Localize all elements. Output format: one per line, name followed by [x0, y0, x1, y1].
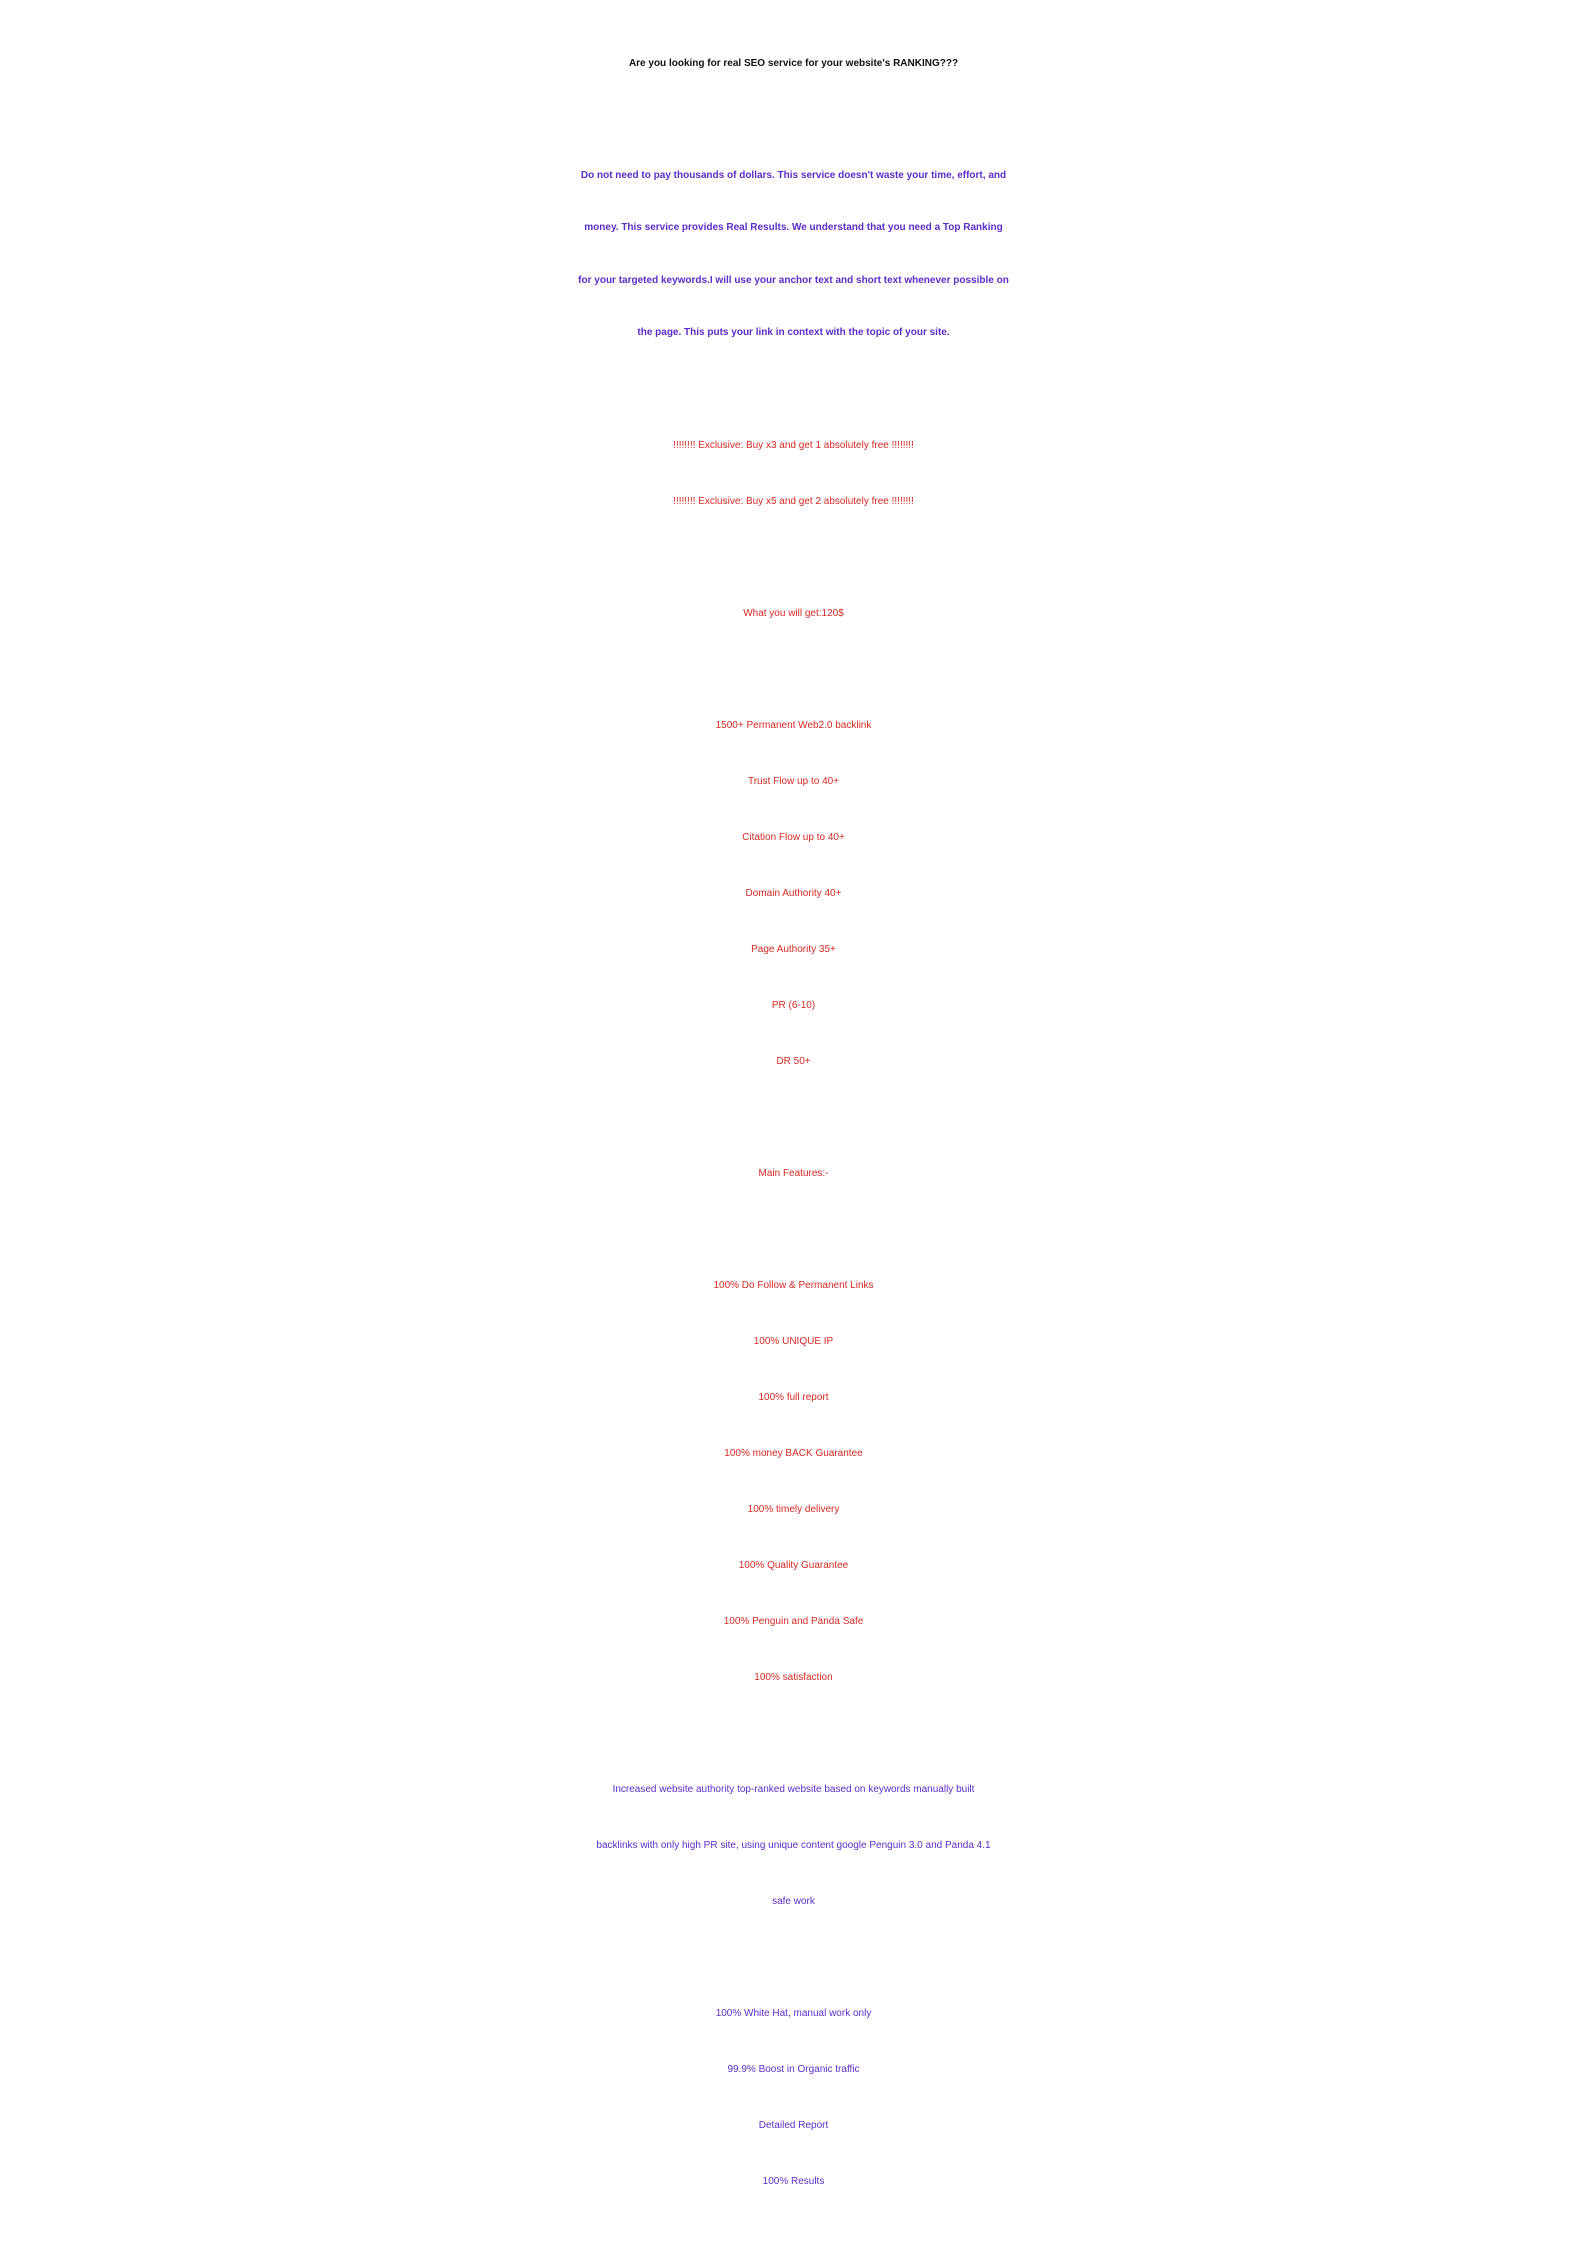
- feature-item: 100% satisfaction: [754, 1672, 833, 1683]
- feature-item: 100% money BACK Guarantee: [724, 1448, 863, 1459]
- closing-item: 99.9% Boost in Organic traffic: [727, 2064, 860, 2075]
- metric-item: Domain Authority 40+: [745, 888, 842, 899]
- feature-item: 100% UNIQUE IP: [753, 1336, 834, 1347]
- metric-item: Trust Flow up to 40+: [747, 776, 840, 787]
- closing-item: 100% White Hat, manual work only: [715, 2008, 872, 2019]
- feature-item: 100% Penguin and Panda Safe: [723, 1616, 864, 1627]
- closing-item: Detailed Report: [758, 2120, 829, 2131]
- features-heading: Main Features:-: [758, 1168, 829, 1179]
- feature-item: 100% Do Follow & Permanent Links: [713, 1280, 874, 1291]
- closing-item: 100% Results: [762, 2176, 825, 2187]
- price-line: What you will get:120$: [743, 608, 844, 619]
- intro-line-3: for your targeted keywords.I will use your anchor text and short text whenever possible on: [578, 275, 1009, 286]
- feature-item: 100% full report: [758, 1392, 829, 1403]
- intro-line-2: money. This service provides Real Results. We understand that you need a Top Ranking: [584, 222, 1003, 233]
- metric-item: 1500+ Permanent Web2.0 backlink: [715, 720, 872, 731]
- authority-line-2: backlinks with only high PR site, using unique content google Penguin 3.0 and Panda 4.1: [596, 1840, 991, 1851]
- metric-item: Page Authority 35+: [751, 944, 836, 955]
- feature-item: 100% timely delivery: [747, 1504, 840, 1515]
- offer-line-2: !!!!!!!! Exclusive: Buy x5 and get 2 absolutely free !!!!!!!!: [673, 496, 914, 507]
- metric-item: Citation Flow up to 40+: [742, 832, 845, 843]
- authority-line-1: Increased website authority top-ranked website based on keywords manually built: [612, 1784, 975, 1795]
- headline: Are you looking for real SEO service for your website's RANKING???: [628, 58, 959, 69]
- metric-item: DR 50+: [776, 1056, 811, 1067]
- feature-item: 100% Quality Guarantee: [738, 1560, 849, 1571]
- metric-item: PR (6-10): [771, 1000, 816, 1011]
- intro-line-1: Do not need to pay thousands of dollars. This service doesn't waste your time, effort, and: [580, 170, 1007, 181]
- offer-line-1: !!!!!!!! Exclusive: Buy x3 and get 1 absolutely free !!!!!!!!: [673, 440, 914, 451]
- authority-line-3: safe work: [772, 1896, 815, 1907]
- intro-line-4: the page. This puts your link in context with the topic of your site.: [637, 327, 950, 338]
